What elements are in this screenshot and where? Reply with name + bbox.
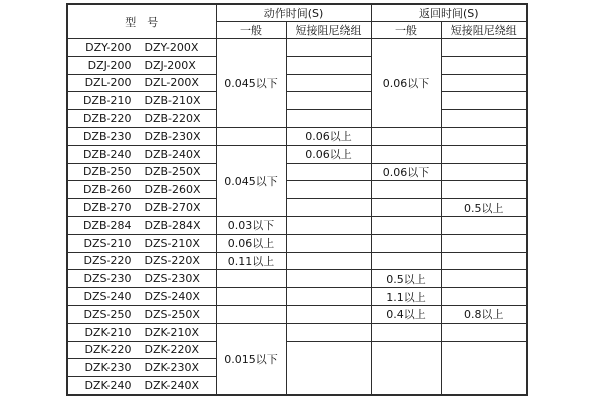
col-header-action-general: 一般 (216, 22, 286, 39)
return-general-cell (371, 341, 441, 395)
model-primary: DZL-200 (84, 76, 132, 90)
table-row (67, 216, 527, 234)
action-damped-cell (286, 323, 371, 341)
model-variant: DZB-260X (144, 183, 201, 197)
action-general-cell: 0.045以下 (216, 39, 286, 128)
return-general-cell (371, 181, 441, 199)
return-general-cell: 1.1以上 (371, 288, 441, 306)
model-variant: DZK-220X (144, 343, 200, 357)
action-general-cell: 0.015以下 (216, 323, 286, 395)
table-row (67, 288, 527, 306)
model-primary: DZS-220 (83, 254, 132, 268)
model-cell (67, 305, 216, 323)
model-variant: DZB-220X (144, 112, 201, 126)
model-variant: DZS-240X (144, 290, 200, 304)
table-row (67, 323, 527, 341)
action-damped-cell (286, 234, 371, 252)
action-damped-cell (286, 199, 371, 217)
action-general-cell (216, 305, 286, 323)
return-damped-cell (441, 234, 527, 252)
model-variant: DZJ-200X (144, 58, 196, 72)
table-row (67, 163, 527, 181)
table-row (67, 92, 527, 110)
action-damped-cell (286, 252, 371, 270)
model-variant: DZB-250X (144, 165, 201, 179)
model-cell (67, 234, 216, 252)
model-cell (67, 163, 216, 181)
action-general-cell (216, 288, 286, 306)
return-damped-cell (441, 341, 527, 395)
table-row (67, 199, 527, 217)
action-damped-cell (286, 110, 371, 128)
action-damped-cell (286, 181, 371, 199)
model-cell (67, 39, 216, 57)
action-damped-cell (286, 39, 371, 57)
return-damped-cell (441, 74, 527, 92)
return-damped-cell (441, 163, 527, 181)
table-row (67, 305, 527, 323)
return-general-cell (371, 234, 441, 252)
model-cell (67, 288, 216, 306)
col-header-action-damped: 短接阻尼绕组 (286, 22, 371, 39)
action-general-cell: 0.06以上 (216, 234, 286, 252)
table-row (67, 127, 527, 145)
model-variant: DZB-270X (144, 201, 201, 215)
return-general-cell: 0.5以上 (371, 270, 441, 288)
model-primary: DZJ-200 (87, 58, 132, 72)
action-general-cell: 0.11以上 (216, 252, 286, 270)
return-damped-cell (441, 288, 527, 306)
table-row (67, 181, 527, 199)
model-cell (67, 181, 216, 199)
model-cell (67, 359, 216, 377)
model-cell (67, 74, 216, 92)
return-general-cell (371, 323, 441, 341)
return-general-cell (371, 199, 441, 217)
model-variant: DZL-200X (144, 76, 199, 90)
model-variant: DZB-210X (144, 94, 201, 108)
model-primary: DZB-210 (82, 94, 132, 108)
model-cell (67, 341, 216, 359)
model-primary: DZY-200 (85, 40, 132, 54)
action-general-cell: 0.045以下 (216, 145, 286, 216)
return-general-cell: 0.4以上 (371, 305, 441, 323)
model-variant: DZK-240X (144, 379, 200, 393)
return-general-cell: 0.06以下 (371, 39, 441, 128)
col-header-action-time: 动作时间(S) (216, 4, 371, 22)
model-variant: DZS-230X (144, 272, 200, 286)
table-row (67, 234, 527, 252)
action-damped-cell (286, 74, 371, 92)
model-primary: DZB-220 (82, 112, 132, 126)
col-header-return-damped: 短接阻尼绕组 (441, 22, 527, 39)
action-damped-cell (286, 163, 371, 181)
return-damped-cell (441, 110, 527, 128)
model-variant: DZK-230X (144, 361, 200, 375)
model-cell (67, 110, 216, 128)
return-general-cell (371, 252, 441, 270)
model-cell (67, 323, 216, 341)
return-general-cell (371, 127, 441, 145)
action-damped-cell (286, 92, 371, 110)
model-variant: DZB-284X (144, 218, 201, 232)
return-damped-cell: 0.5以上 (441, 199, 527, 217)
model-primary: DZS-240 (83, 290, 132, 304)
table-row (67, 110, 527, 128)
return-general-cell (371, 216, 441, 234)
action-damped-cell (286, 270, 371, 288)
model-variant: DZK-210X (144, 325, 200, 339)
model-primary: DZK-240 (84, 379, 132, 393)
model-cell (67, 377, 216, 395)
model-variant: DZB-230X (144, 129, 201, 143)
model-cell (67, 127, 216, 145)
return-general-cell (371, 145, 441, 163)
col-header-model: 型 号 (67, 4, 216, 39)
table-row (67, 74, 527, 92)
return-damped-cell (441, 127, 527, 145)
model-primary: DZB-230 (82, 129, 132, 143)
model-primary: DZS-250 (83, 307, 132, 321)
model-primary: DZK-230 (84, 361, 132, 375)
model-primary: DZK-210 (84, 325, 132, 339)
model-variant: DZS-210X (144, 236, 200, 250)
table-row (67, 145, 527, 163)
model-variant: DZY-200X (144, 40, 199, 54)
col-header-return-time: 返回时间(S) (371, 4, 527, 22)
return-general-cell: 0.06以下 (371, 163, 441, 181)
model-primary: DZB-250 (82, 165, 132, 179)
model-variant: DZS-220X (144, 254, 200, 268)
action-damped-cell (286, 341, 371, 395)
model-cell (67, 252, 216, 270)
model-primary: DZB-240 (82, 147, 132, 161)
return-damped-cell (441, 270, 527, 288)
return-damped-cell (441, 216, 527, 234)
model-primary: DZS-230 (83, 272, 132, 286)
action-damped-cell: 0.06以上 (286, 127, 371, 145)
model-primary: DZS-210 (83, 236, 132, 250)
return-damped-cell: 0.8以上 (441, 305, 527, 323)
model-cell (67, 145, 216, 163)
action-damped-cell: 0.06以上 (286, 145, 371, 163)
model-cell (67, 216, 216, 234)
return-damped-cell (441, 323, 527, 341)
action-general-cell (216, 127, 286, 145)
action-damped-cell (286, 288, 371, 306)
action-damped-cell (286, 56, 371, 74)
table-row (67, 252, 527, 270)
model-cell (67, 56, 216, 74)
model-cell (67, 270, 216, 288)
table-row (67, 270, 527, 288)
col-header-return-general: 一般 (371, 22, 441, 39)
action-general-cell (216, 270, 286, 288)
table-row (67, 39, 527, 57)
table-row (67, 341, 527, 359)
model-primary: DZK-220 (84, 343, 132, 357)
model-primary: DZB-260 (82, 183, 132, 197)
action-general-cell: 0.03以下 (216, 216, 286, 234)
action-damped-cell (286, 305, 371, 323)
action-damped-cell (286, 216, 371, 234)
model-cell (67, 92, 216, 110)
model-primary: DZB-270 (82, 201, 132, 215)
model-variant: DZB-240X (144, 147, 201, 161)
return-damped-cell (441, 252, 527, 270)
return-damped-cell (441, 145, 527, 163)
relay-timing-spec-table (66, 3, 528, 396)
return-damped-cell (441, 92, 527, 110)
model-cell (67, 199, 216, 217)
return-damped-cell (441, 181, 527, 199)
model-variant: DZS-250X (144, 307, 200, 321)
header-row-groups (67, 4, 527, 22)
model-primary: DZB-284 (82, 218, 132, 232)
return-damped-cell (441, 56, 527, 74)
return-damped-cell (441, 39, 527, 57)
table-row (67, 56, 527, 74)
